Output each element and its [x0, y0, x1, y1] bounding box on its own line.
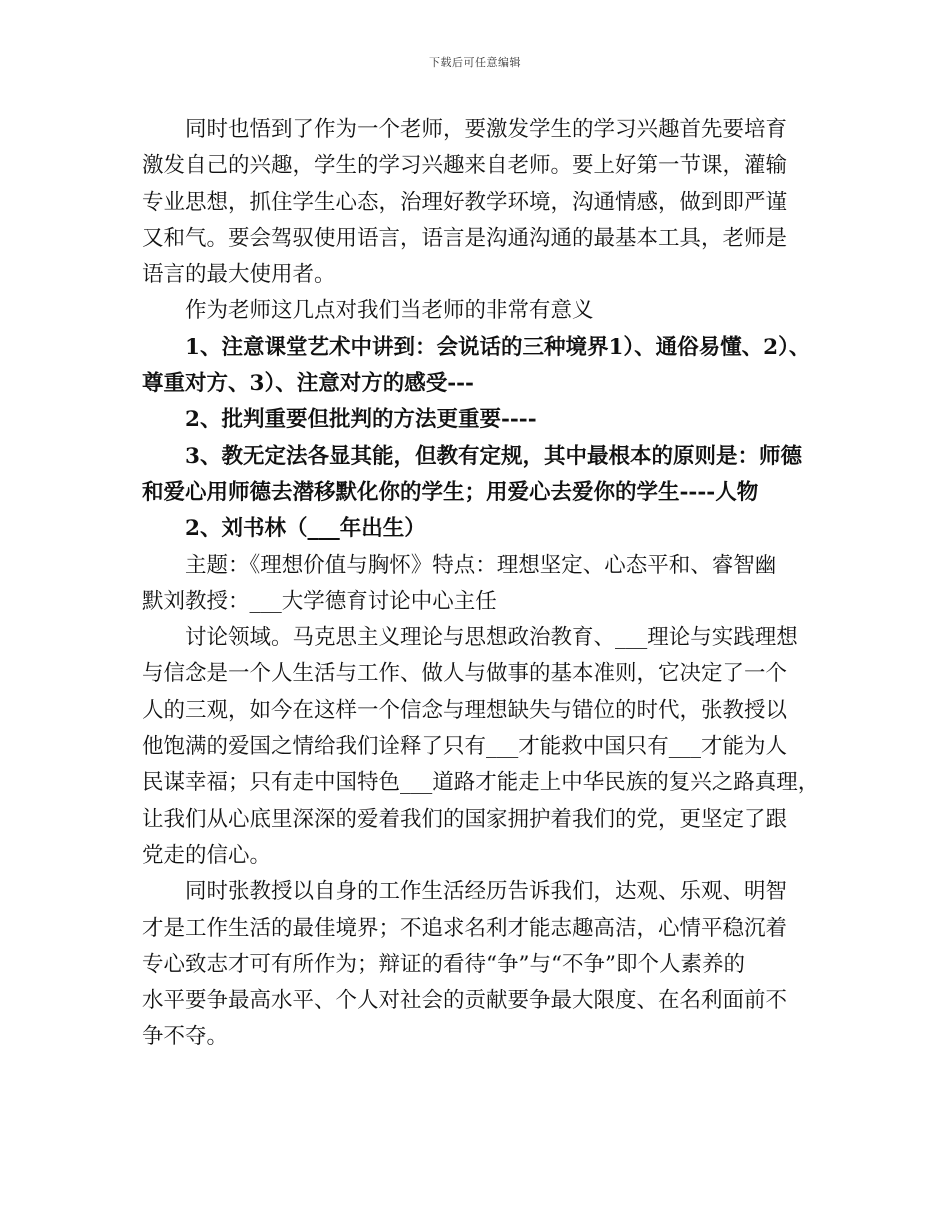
paragraph: [142, 293, 810, 329]
paragraph-line: 他饱满的爱国之情给我们诠释了只有___才能救中国只有___才能为人: [142, 734, 788, 760]
page-header-note: 下载后可任意编辑: [429, 56, 521, 69]
paragraph-line: 同时也悟到了作为一个老师，要激发学生的学习兴趣首先要培育: [185, 117, 788, 142]
paragraph-line: 尊重对方、3）、注意对方的感受---: [142, 371, 474, 397]
paragraph-line: 默刘教授：___大学德育讨论中心主任: [142, 588, 497, 614]
paragraph-line: 又和气。要会驾驭使用语言，语言是沟通沟通的最基本工具，老师是: [142, 225, 788, 251]
paragraph-line: 和爱心用师德去潜移默化你的学生；用爱心去爱你的学生----人物: [142, 479, 759, 505]
paragraph-line: 3、教无定法各显其能，但教有定规，其中最根本的原则是：师德: [185, 443, 802, 469]
paragraph: [142, 620, 820, 874]
paragraph-line: 专业思想，抓住学生心态，治理好教学环境，沟通情感，做到即严谨: [142, 189, 788, 215]
paragraph-line: 激发自己的兴趣，学生的学习兴趣来自老师。要上好第一节课，灌输: [142, 153, 788, 179]
paragraph-line: 民谋幸福；只有走中国特色___道路才能走上中华民族的复兴之路真理，: [142, 770, 820, 796]
paragraph-line: 作为老师这几点对我们当老师的非常有意义: [185, 298, 594, 324]
paragraph-line: 同时张教授以自身的工作生活经历告诉我们，达观、乐观、明智: [185, 879, 788, 905]
paragraph: [142, 330, 810, 403]
paragraph-line: 2、批判重要但批判的方法更重要----: [185, 407, 537, 433]
paragraph-line: 1、注意课堂艺术中讲到：会说话的三种境界1）、通俗易懂、2）、: [185, 334, 811, 360]
paragraph-line: 讨论领域。马克思主义理论与思想政治教育、___理论与实践理想: [185, 625, 798, 651]
paragraph-line: 才是工作生活的最佳境界；不追求名利才能志趣高洁，心情平稳沉着: [142, 915, 788, 941]
paragraph-line: 2、刘书林（___年出生）: [185, 516, 426, 542]
paragraph-line: 语言的最大使用者。: [142, 262, 336, 288]
paragraph-line: 与信念是一个人生活与工作、做人与做事的基本准则，它决定了一个: [142, 661, 788, 687]
paragraph: [142, 439, 810, 512]
paragraph-line: 主题：《理想价值与胸怀》特点：理想坚定、心态平和、睿智幽: [185, 552, 777, 578]
paragraph-line: 水平要争最高水平、个人对社会的贡献要争最大限度、在名利面前不: [142, 988, 788, 1014]
paragraph: [142, 548, 810, 621]
paragraph: [142, 874, 810, 1055]
paragraph: [142, 112, 810, 293]
paragraph-line: 专心致志才可有所作为；辩证的看待“争”与“不争”即个人素养的: [142, 951, 745, 977]
paragraph: [142, 511, 810, 547]
paragraph-line: 争不夺。: [142, 1024, 229, 1050]
paragraph-line: 党走的信心。: [142, 842, 272, 868]
paragraph: [142, 402, 810, 438]
paragraph-line: 让我们从心底里深深的爱着我们的国家拥护着我们的党，更坚定了跟: [142, 806, 788, 832]
document-body: [142, 112, 820, 1056]
paragraph-line: 人的三观，如今在这样一个信念与理想缺失与错位的时代，张教授以: [142, 697, 788, 723]
